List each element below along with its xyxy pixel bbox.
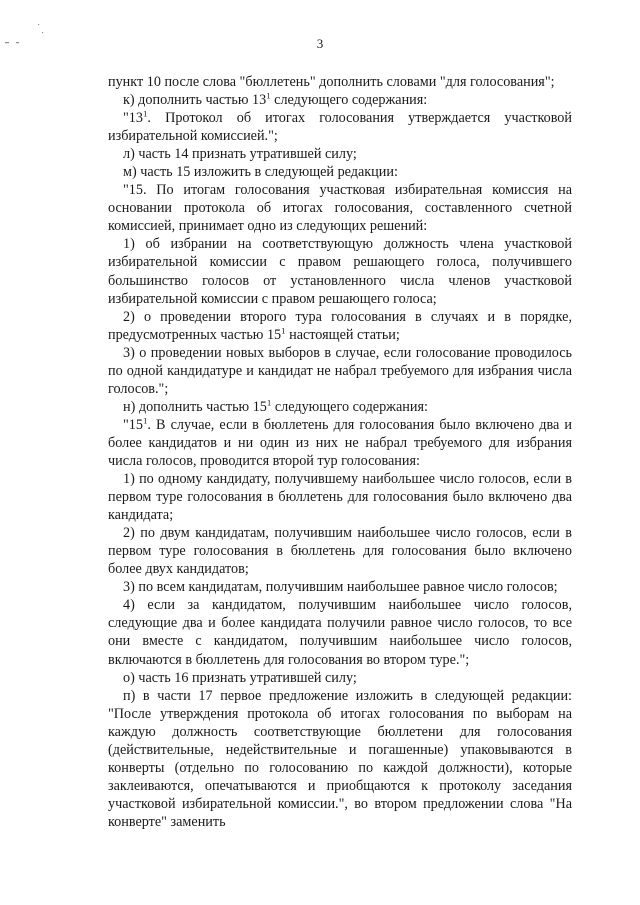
- paragraph-text: м) часть 15 изложить в следующей редакции:: [123, 164, 398, 181]
- document-body: [108, 73, 572, 831]
- paragraph: [108, 91, 572, 109]
- paragraph-text: "15. По итогам голосования участковая избирательная комиссия на основании протокола об итогах голосования, составленного счетной комиссией, принимает одно из следующих решений:: [108, 182, 572, 235]
- paragraph: [108, 669, 572, 687]
- paragraph-text: 3) по всем кандидатам, получившим наибольшее равное число голосов;: [123, 579, 558, 596]
- paragraph: [108, 308, 572, 344]
- paragraph-text: 1) по одному кандидату, получившему наибольшее число голосов, если в первом туре голосования в бюллетень для голосования было включено два кандидата;: [108, 471, 572, 524]
- paragraph: [108, 235, 572, 307]
- paragraph-text: . В случае, если в бюллетень для голосования было включено два и более кандидатов и ни один из них не набрал требуемого для избрания числа голосов, проводится второй тур голосования:: [108, 416, 572, 469]
- superscript-index: 1: [281, 324, 286, 335]
- paragraph: [108, 470, 572, 524]
- paragraph: [108, 145, 572, 163]
- paragraph-text: пункт 10 после слова "бюллетень" дополнить словами "для голосования";: [108, 74, 555, 90]
- paragraph-text: следующего содержания:: [271, 398, 428, 415]
- paragraph: [108, 578, 572, 596]
- paragraph: [108, 344, 572, 398]
- paragraph-text: 1) об избрании на соответствующую должность члена участковой избирательной комиссии с правом решающего голоса, получившего большинство голосов от установленного числа членов участковой избирательной комиссии с правом решающего голоса;: [108, 236, 572, 307]
- paragraph: [108, 73, 572, 91]
- paragraph-text: л) часть 14 признать утратившей силу;: [123, 146, 357, 163]
- paragraph-text: . Протокол об итогах голосования утверждается участковой избирательной комиссией.";: [108, 110, 572, 145]
- paragraph-text: 3) о проведении новых выборов в случае, если голосование проводилось по одной кандидатуре и кандидат не набрал требуемого для избрания числа голосов.";: [108, 344, 572, 397]
- paragraph: [108, 163, 572, 181]
- paragraph-text: 2) о проведении второго тура голосования в случаях и в порядке, предусмотренных частью 15: [108, 308, 572, 343]
- paragraph: [108, 687, 572, 831]
- paragraph: [108, 416, 572, 470]
- paragraph-text: "13: [123, 110, 143, 127]
- superscript-index: 1: [142, 415, 148, 426]
- paragraph: [108, 596, 572, 668]
- paragraph-text: следующего содержания:: [270, 92, 428, 109]
- paragraph-text: о) часть 16 признать утратившей силу;: [123, 669, 357, 686]
- paragraph: [108, 398, 572, 416]
- paragraph-text: 2) по двум кандидатам, получившим наибольшее число голосов, если в первом туре голосования в бюллетень для голосования было включено более двух кандидатов;: [108, 525, 572, 578]
- paragraph-text: 4) если за кандидатом, получившим наибольшее число голосов, следующие два и более кандидата получили равное число голосов, то все они вместе с кандидатом, получившим наибольшее число голосов, включаются в бюллетень для голосования во втором туре.";: [108, 597, 572, 668]
- paragraph: [108, 524, 572, 578]
- superscript-index: 1: [266, 90, 271, 101]
- paragraph: [108, 109, 572, 145]
- superscript-index: 1: [266, 397, 272, 408]
- superscript-index: 1: [142, 108, 148, 119]
- paragraph-text: настоящей статьи;: [285, 326, 400, 343]
- paragraph-text: к) дополнить частью 13: [123, 92, 267, 109]
- paragraph: [108, 181, 572, 235]
- paragraph-text: н) дополнить частью 15: [123, 398, 267, 415]
- page-number: 3: [316, 36, 324, 51]
- paragraph-text: п) в части 17 первое предложение изложить в следующей редакции: "После утверждения протокола об итогах голосования по выборам на каждую должность соответствующие бюллетени для голосования (действительные, недействительные и погашенные) упаковываются в конверты (отдельно по голосованию по каждой должности), которые заклеиваются, опечатываются и приобщаются к протоколу заседания участковой избирательной комиссии.", во втором предложении слова "На конверте" заменить: [108, 687, 572, 830]
- paragraph-text: "15: [123, 416, 143, 433]
